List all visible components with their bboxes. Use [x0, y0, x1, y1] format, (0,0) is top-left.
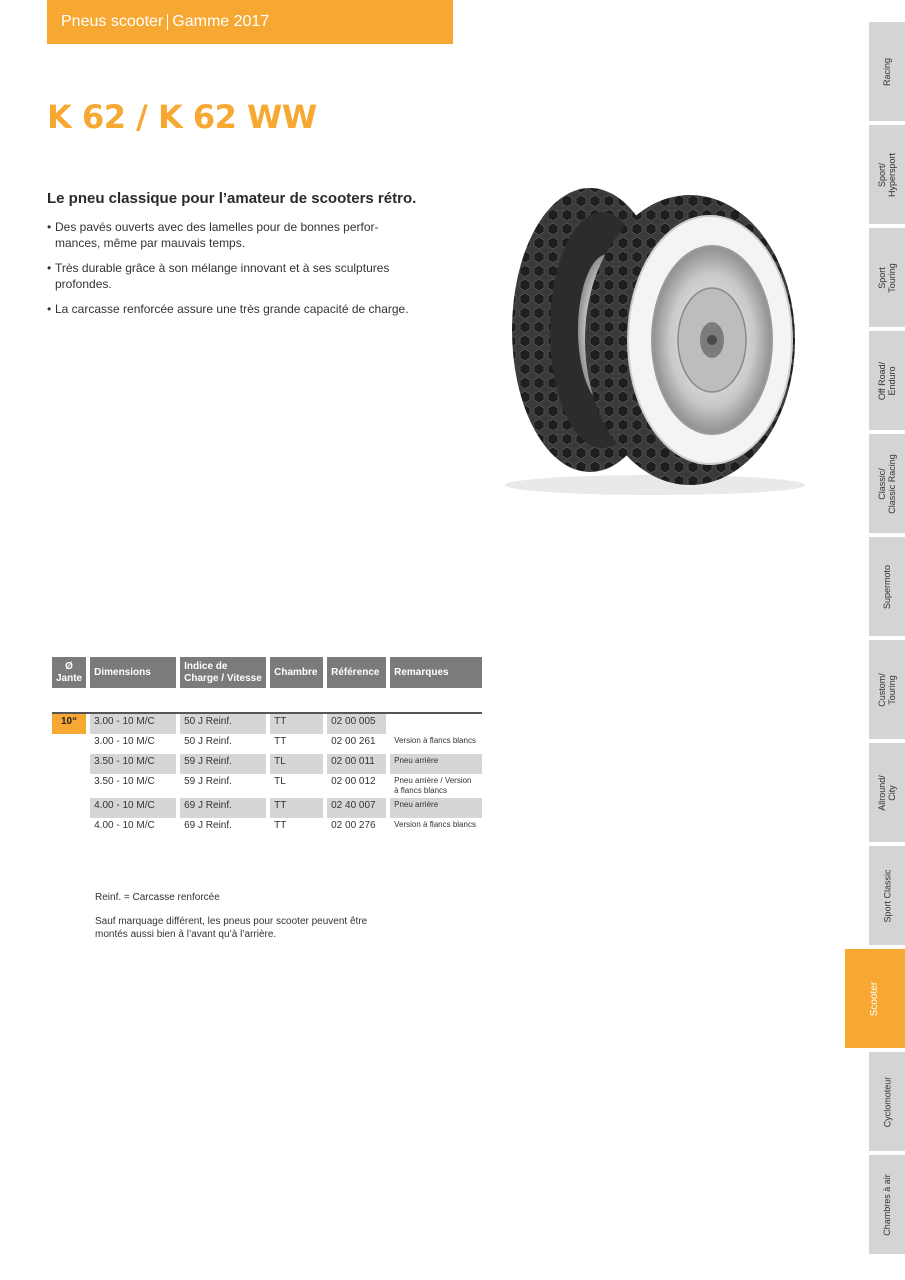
tab-label: Racing	[881, 57, 892, 86]
tab-sport-touring[interactable]	[869, 228, 905, 327]
tab-off-road-enduro[interactable]	[869, 331, 905, 430]
reference-cell: 02 00 012	[327, 774, 390, 798]
tab-cyclomoteur[interactable]	[869, 1052, 905, 1151]
tube-cell: TL	[270, 754, 327, 774]
index-cell: 59 J Reinf.	[180, 774, 270, 798]
header-separator	[167, 14, 168, 30]
index-cell: 59 J Reinf.	[180, 754, 270, 774]
dimensions-cell: 4.00 - 10 M/C	[90, 818, 180, 838]
tab-label: Cyclomoteur	[882, 1076, 893, 1127]
table-row	[52, 774, 482, 798]
tube-cell: TT	[270, 714, 327, 734]
tab-label: Classic/ Classic Racing	[877, 453, 897, 514]
product-subtitle: Le pneu classique pour l’amateur de scooters rétro.	[47, 190, 417, 207]
table-row	[52, 754, 482, 774]
table-row	[52, 714, 482, 734]
section-name: Pneus scooter	[61, 13, 164, 30]
header-reference: Référence	[327, 657, 390, 688]
feature-item: • Des pavés ouverts avec des lamelles pour de bonnes perfor- mances, même par mauvais temps.	[47, 219, 427, 251]
tab-label: Sport/ Hypersport	[877, 152, 898, 197]
specs-table	[52, 657, 482, 838]
reference-cell: 02 00 011	[327, 754, 390, 774]
product-title: K 62 / K 62 WW	[47, 98, 317, 136]
table-row	[52, 818, 482, 838]
index-cell: 50 J Reinf.	[180, 734, 270, 754]
remarks-cell: Pneu arrière	[390, 798, 482, 818]
header-dimensions: Dimensions	[90, 657, 180, 688]
tab-sport-classic[interactable]	[869, 846, 905, 945]
remarks-cell	[390, 714, 482, 734]
dimensions-cell: 3.00 - 10 M/C	[90, 714, 180, 734]
header-rim: Ø Jante	[52, 657, 90, 688]
tab-sport-hypersport[interactable]	[869, 125, 905, 224]
tab-label: Chambres à air	[882, 1173, 892, 1236]
dimensions-cell: 4.00 - 10 M/C	[90, 798, 180, 818]
tire-product-image	[490, 180, 810, 500]
remarks-cell: Pneu arrière / Version à flancs blancs	[394, 776, 472, 795]
index-cell: 50 J Reinf.	[180, 714, 270, 734]
header-remarks: Remarques	[390, 657, 482, 688]
feature-list	[47, 219, 427, 326]
feature-item: • Très durable grâce à son mélange innovant et à ses sculptures profondes.	[47, 260, 427, 292]
dimensions-cell: 3.00 - 10 M/C	[90, 734, 180, 754]
range-name: Gamme 2017	[172, 13, 270, 30]
tab-racing[interactable]	[869, 22, 905, 121]
header-tube: Chambre	[270, 657, 327, 688]
mounting-note: Sauf marquage différent, les pneus pour scooter peuvent être montés aussi bien à l’avant qu’à l’arrière.	[95, 916, 368, 940]
tab-label: Off Road/ Enduro	[877, 361, 898, 400]
tab-chambres-a-air[interactable]	[869, 1155, 905, 1254]
index-cell: 69 J Reinf.	[180, 798, 270, 818]
tab-label: Supermoto	[882, 564, 892, 609]
tube-cell: TT	[270, 734, 327, 754]
rim-cell	[52, 798, 90, 818]
tab-scooter[interactable]	[845, 949, 905, 1048]
tube-cell: TT	[270, 798, 327, 818]
table-row	[52, 798, 482, 818]
tab-allround-city[interactable]	[869, 743, 905, 842]
section-header	[47, 0, 453, 44]
remarks-cell: Pneu arrière	[390, 754, 482, 774]
tab-classic-racing[interactable]	[869, 434, 905, 533]
feature-item: • La carcasse renforcée assure une très grande capacité de charge.	[47, 301, 427, 317]
remarks-cell: Version à flancs blancs	[394, 736, 476, 745]
table-header-row	[52, 657, 482, 688]
reference-cell: 02 00 261	[327, 734, 390, 754]
header-index: Indice de Charge / Vitesse	[180, 657, 270, 688]
rim-cell: 10“	[52, 714, 90, 734]
table-spacer	[52, 688, 482, 714]
table-row	[52, 734, 482, 754]
reference-cell: 02 00 276	[327, 818, 390, 838]
reference-cell: 02 00 005	[327, 714, 390, 734]
dimensions-cell: 3.50 - 10 M/C	[90, 754, 180, 774]
tab-custom-touring[interactable]	[869, 640, 905, 739]
footnotes	[95, 891, 415, 952]
rim-cell	[52, 734, 90, 754]
dimensions-cell: 3.50 - 10 M/C	[90, 774, 180, 798]
rim-cell	[52, 754, 90, 774]
index-cell: 69 J Reinf.	[180, 818, 270, 838]
tab-label: Sport Classic	[882, 868, 893, 923]
tab-label: Custom/ Touring	[876, 672, 897, 707]
rim-cell	[52, 818, 90, 838]
remarks-cell: Version à flancs blancs	[394, 820, 476, 829]
abbreviation-note: Reinf. = Carcasse renforcée	[95, 892, 220, 903]
rim-cell	[52, 774, 90, 798]
tab-label: Sport Touring	[877, 262, 897, 293]
tab-label: Scooter	[869, 981, 880, 1016]
reference-cell: 02 40 007	[327, 798, 390, 818]
tab-supermoto[interactable]	[869, 537, 905, 636]
tube-cell: TT	[270, 818, 327, 838]
spacer-cell	[52, 688, 482, 714]
tab-label: Allround/ City	[877, 774, 897, 811]
tube-cell: TL	[270, 774, 327, 798]
